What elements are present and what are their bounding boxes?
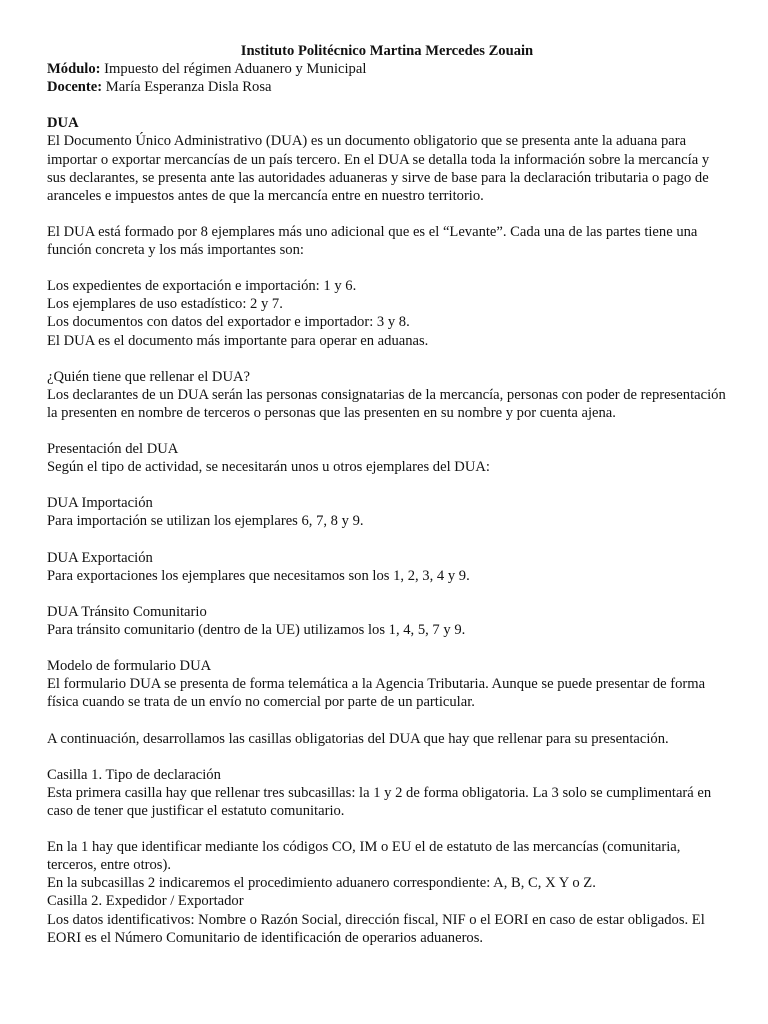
who-heading: ¿Quién tiene que rellenar el DUA? xyxy=(47,368,251,385)
document-page xyxy=(47,42,727,947)
who-paragraph: Los declarantes de un DUA serán las personas consignatarias de la mercancía, personas con poder de representación la presenten en nombre de terceros o personas que las presenten en su nombre y por cuenta ajena. xyxy=(47,386,726,421)
teacher-label: Docente: xyxy=(47,79,103,96)
box1-heading: Casilla 1. Tipo de declaración xyxy=(47,766,221,783)
box1-procedure-paragraph: En la subcasillas 2 indicaremos el procedimiento aduanero correspondiente: A, B, C, X Y o Z. xyxy=(47,875,596,892)
module-value: Impuesto del régimen Aduanero y Municipal xyxy=(100,61,367,78)
presentation-heading: Presentación del DUA xyxy=(47,441,179,458)
list-item: Los documentos con datos del exportador e importador: 3 y 8. xyxy=(47,314,410,331)
form-paragraph: El formulario DUA se presenta de forma telemática a la Agencia Tributaria. Aunque se puede presentar de forma física cuando se trata de un envío no comercial por parte de un particular. xyxy=(47,676,706,711)
import-paragraph: Para importación se utilizan los ejemplares 6, 7, 8 y 9. xyxy=(47,513,364,530)
dua-heading: DUA xyxy=(47,115,79,132)
dua-copies-paragraph: El DUA está formado por 8 ejemplares más uno adicional que es el “Levante”. Cada una de las partes tiene una función concreta y los más importantes son: xyxy=(47,223,698,259)
box2-heading: Casilla 2. Expedidor / Exportador xyxy=(47,893,244,910)
institution-title: Instituto Politécnico Martina Mercedes Zouain xyxy=(240,43,534,59)
list-item: El DUA es el documento más importante para operar en aduanas. xyxy=(47,332,429,349)
export-heading: DUA Exportación xyxy=(47,549,153,566)
box2-paragraph: Los datos identificativos: Nombre o Razón Social, dirección fiscal, NIF o el EORI en caso de estar obligados. El EORI es el Número Comunitario de identificación de operarios aduaneros. xyxy=(47,911,705,946)
presentation-paragraph: Según el tipo de actividad, se necesitarán unos u otros ejemplares del DUA: xyxy=(47,459,490,476)
teacher-line xyxy=(47,78,727,96)
form-heading: Modelo de formulario DUA xyxy=(47,658,212,675)
continuation-paragraph: A continuación, desarrollamos las casillas obligatorias del DUA que hay que rellenar para su presentación. xyxy=(47,730,669,747)
module-line xyxy=(47,60,727,78)
transit-paragraph: Para tránsito comunitario (dentro de la UE) utilizamos los 1, 4, 5, 7 y 9. xyxy=(47,622,466,638)
transit-heading: DUA Tránsito Comunitario xyxy=(47,603,207,620)
teacher-value: María Esperanza Disla Rosa xyxy=(102,79,272,96)
box1-codes-paragraph: En la 1 hay que identificar mediante los códigos CO, IM o EU el de estatuto de las mercancías (comunitaria, terceros, entre otros). xyxy=(47,839,681,874)
box1-paragraph: Esta primera casilla hay que rellenar tres subcasillas: la 1 y 2 de forma obligatoria. La 3 solo se cumplimentará en caso de tener que justificar el estatuto comunitario. xyxy=(47,784,712,819)
module-label: Módulo: xyxy=(47,61,101,78)
list-item: Los ejemplares de uso estadístico: 2 y 7. xyxy=(47,296,283,313)
import-heading: DUA Importación xyxy=(47,495,153,512)
dua-intro-paragraph: El Documento Único Administrativo (DUA) es un documento obligatorio que se presenta ante la aduana para importar o exportar mercancías de un país tercero. En el DUA se detalla toda la información sobre la mercancía y sus declarantes, se presenta ante las autoridades aduaneras y sirve de base para la declaración tributaria o pago de aranceles e impuestos antes de que la mercancía entre en nuestro territorio. xyxy=(47,133,710,204)
list-item: Los expedientes de exportación e importación: 1 y 6. xyxy=(47,278,357,295)
export-paragraph: Para exportaciones los ejemplares que necesitamos son los 1, 2, 3, 4 y 9. xyxy=(47,567,470,584)
